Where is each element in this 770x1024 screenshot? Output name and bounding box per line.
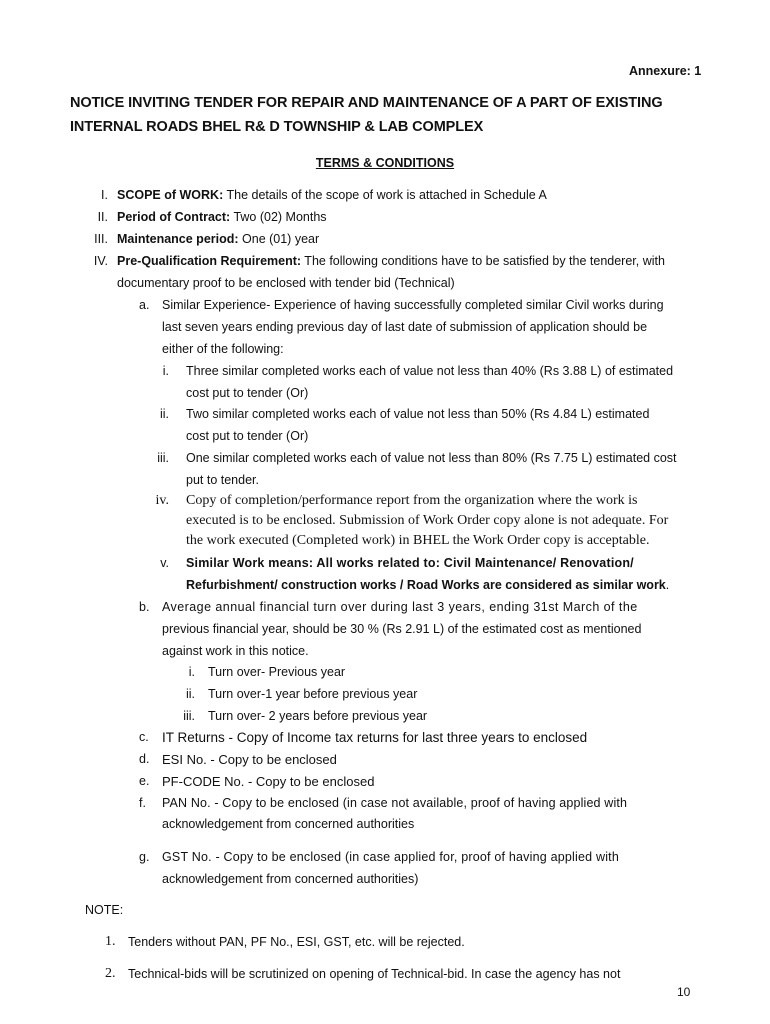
item-iv-number: IV. xyxy=(93,254,108,268)
clause-a-sub-iii-line2: put to tender. xyxy=(186,473,259,487)
clause-a-sub-i-number: i. xyxy=(162,364,169,378)
note-heading: NOTE: xyxy=(85,903,124,917)
clause-b-sub-iii-text: Turn over- 2 years before previous year xyxy=(208,709,428,723)
clause-e-letter: e. xyxy=(139,774,150,788)
clause-b-sub-ii-number: ii. xyxy=(185,687,195,701)
item-i-number: I. xyxy=(101,188,108,202)
clause-a-sub-v-line1: Similar Work means: All works related to: Civil Maintenance/ Renovation/ xyxy=(186,556,634,570)
clause-g-letter: g. xyxy=(139,850,150,864)
clause-g-line1: GST No. - Copy to be enclosed (in case applied for, proof of having applied with xyxy=(162,850,619,864)
clause-b-line3: against work in this notice. xyxy=(162,644,309,658)
clause-a-sub-i-line1: Three similar completed works each of value not less than 40% (Rs 3.88 L) of estimated xyxy=(186,364,674,378)
clause-d-text: ESI No. - Copy to be enclosed xyxy=(162,752,337,767)
note-1-number: 1. xyxy=(105,934,116,949)
clause-b-sub-ii-text: Turn over-1 year before previous year xyxy=(208,687,418,701)
clause-e-text: PF-CODE No. - Copy to be enclosed xyxy=(162,774,375,789)
clause-b-sub-iii-number: iii. xyxy=(183,709,195,723)
item-i-label: SCOPE of WORK: xyxy=(117,188,224,202)
page-number: 10 xyxy=(677,985,691,999)
clause-a-sub-iii-number: iii. xyxy=(157,451,169,465)
clause-a-sub-iv-number: iv. xyxy=(155,493,169,508)
clause-a-sub-v-line2: Refurbishment/ construction works / Road Works are considered as similar work xyxy=(186,578,666,592)
clause-c-letter: c. xyxy=(139,730,149,744)
item-ii-number: II. xyxy=(97,210,108,224)
clause-a-sub-i-line2: cost put to tender (Or) xyxy=(186,386,309,400)
clause-a-line2: last seven years ending previous day of last date of submission of application should be xyxy=(162,320,648,334)
item-period-of-contract xyxy=(117,210,327,224)
clause-b-line1: Average annual financial turn over during last 3 years, ending 31st March of the xyxy=(162,600,638,614)
item-scope-of-work xyxy=(117,188,547,202)
clause-a-line1: Similar Experience- Experience of having successfully completed similar Civil works during xyxy=(162,298,664,312)
clause-b-line2: previous financial year, should be 30 % (Rs 2.91 L) of the estimated cost as mentioned xyxy=(162,622,642,636)
clause-f-line1: PAN No. - Copy to be enclosed (in case not available, proof of having applied with xyxy=(162,796,628,810)
clause-a-sub-v-line2-end: . xyxy=(665,578,670,592)
clause-a-sub-iii-line1: One similar completed works each of value not less than 80% (Rs 7.75 L) estimated cost xyxy=(186,451,677,465)
document-title-line2: INTERNAL ROADS BHEL R& D TOWNSHIP & LAB COMPLEX xyxy=(70,119,484,135)
clause-a-sub-ii-line2: cost put to tender (Or) xyxy=(186,429,309,443)
clause-a-sub-iv-line2: executed is to be enclosed. Submission of Work Order copy alone is not adequate. For xyxy=(186,513,669,528)
clause-a-sub-v-line2-wrap xyxy=(186,578,669,592)
clause-a-sub-v-number: v. xyxy=(160,556,169,570)
item-iii-number: III. xyxy=(94,232,108,246)
clause-b-sub-i-text: Turn over- Previous year xyxy=(208,665,346,679)
clause-g-line2: acknowledgement from concerned authorities) xyxy=(162,872,419,886)
item-ii-text: Two (02) Months xyxy=(230,210,327,224)
note-2-text: Technical-bids will be scrutinized on opening of Technical-bid. In case the agency has not xyxy=(128,967,621,981)
clause-d-letter: d. xyxy=(139,752,150,766)
item-iv-text: The following conditions have to be satisfied by the tenderer, with xyxy=(301,254,665,268)
clause-a-sub-ii-number: ii. xyxy=(159,407,169,421)
annexure-label: Annexure: 1 xyxy=(629,64,702,78)
item-iii-text: One (01) year xyxy=(238,232,320,246)
clause-f-line2: acknowledgement from concerned authorities xyxy=(162,817,415,831)
item-i-text: The details of the scope of work is attached in Schedule A xyxy=(223,188,547,202)
clause-a-sub-iv-line1: Copy of completion/performance report from the organization where the work is xyxy=(186,493,638,508)
note-2-number: 2. xyxy=(105,966,116,981)
note-1-text: Tenders without PAN, PF No., ESI, GST, etc. will be rejected. xyxy=(128,935,465,949)
clause-c-text: IT Returns - Copy of Income tax returns for last three years to enclosed xyxy=(162,730,588,745)
clause-f-letter: f. xyxy=(139,796,146,810)
item-ii-label: Period of Contract: xyxy=(117,210,231,224)
clause-b-letter: b. xyxy=(139,600,150,614)
item-pre-qualification xyxy=(117,254,665,268)
clause-a-letter: a. xyxy=(139,298,150,312)
clause-a-line3: either of the following: xyxy=(162,342,284,356)
terms-heading: TERMS & CONDITIONS xyxy=(315,156,455,170)
item-iii-label: Maintenance period: xyxy=(117,232,239,246)
clause-b-sub-i-number: i. xyxy=(188,665,195,679)
clause-a-sub-ii-line1: Two similar completed works each of value not less than 50% (Rs 4.84 L) estimated xyxy=(186,407,650,421)
item-iv-text-line2: documentary proof to be enclosed with tender bid (Technical) xyxy=(117,276,455,290)
document-title-line1: NOTICE INVITING TENDER FOR REPAIR AND MAINTENANCE OF A PART OF EXISTING xyxy=(70,95,663,111)
item-iv-label: Pre-Qualification Requirement: xyxy=(117,254,302,268)
clause-a-sub-iv-line3: the work executed (Completed work) in BHEL the Work Order copy is acceptable. xyxy=(186,533,650,548)
item-maintenance-period xyxy=(117,232,319,246)
